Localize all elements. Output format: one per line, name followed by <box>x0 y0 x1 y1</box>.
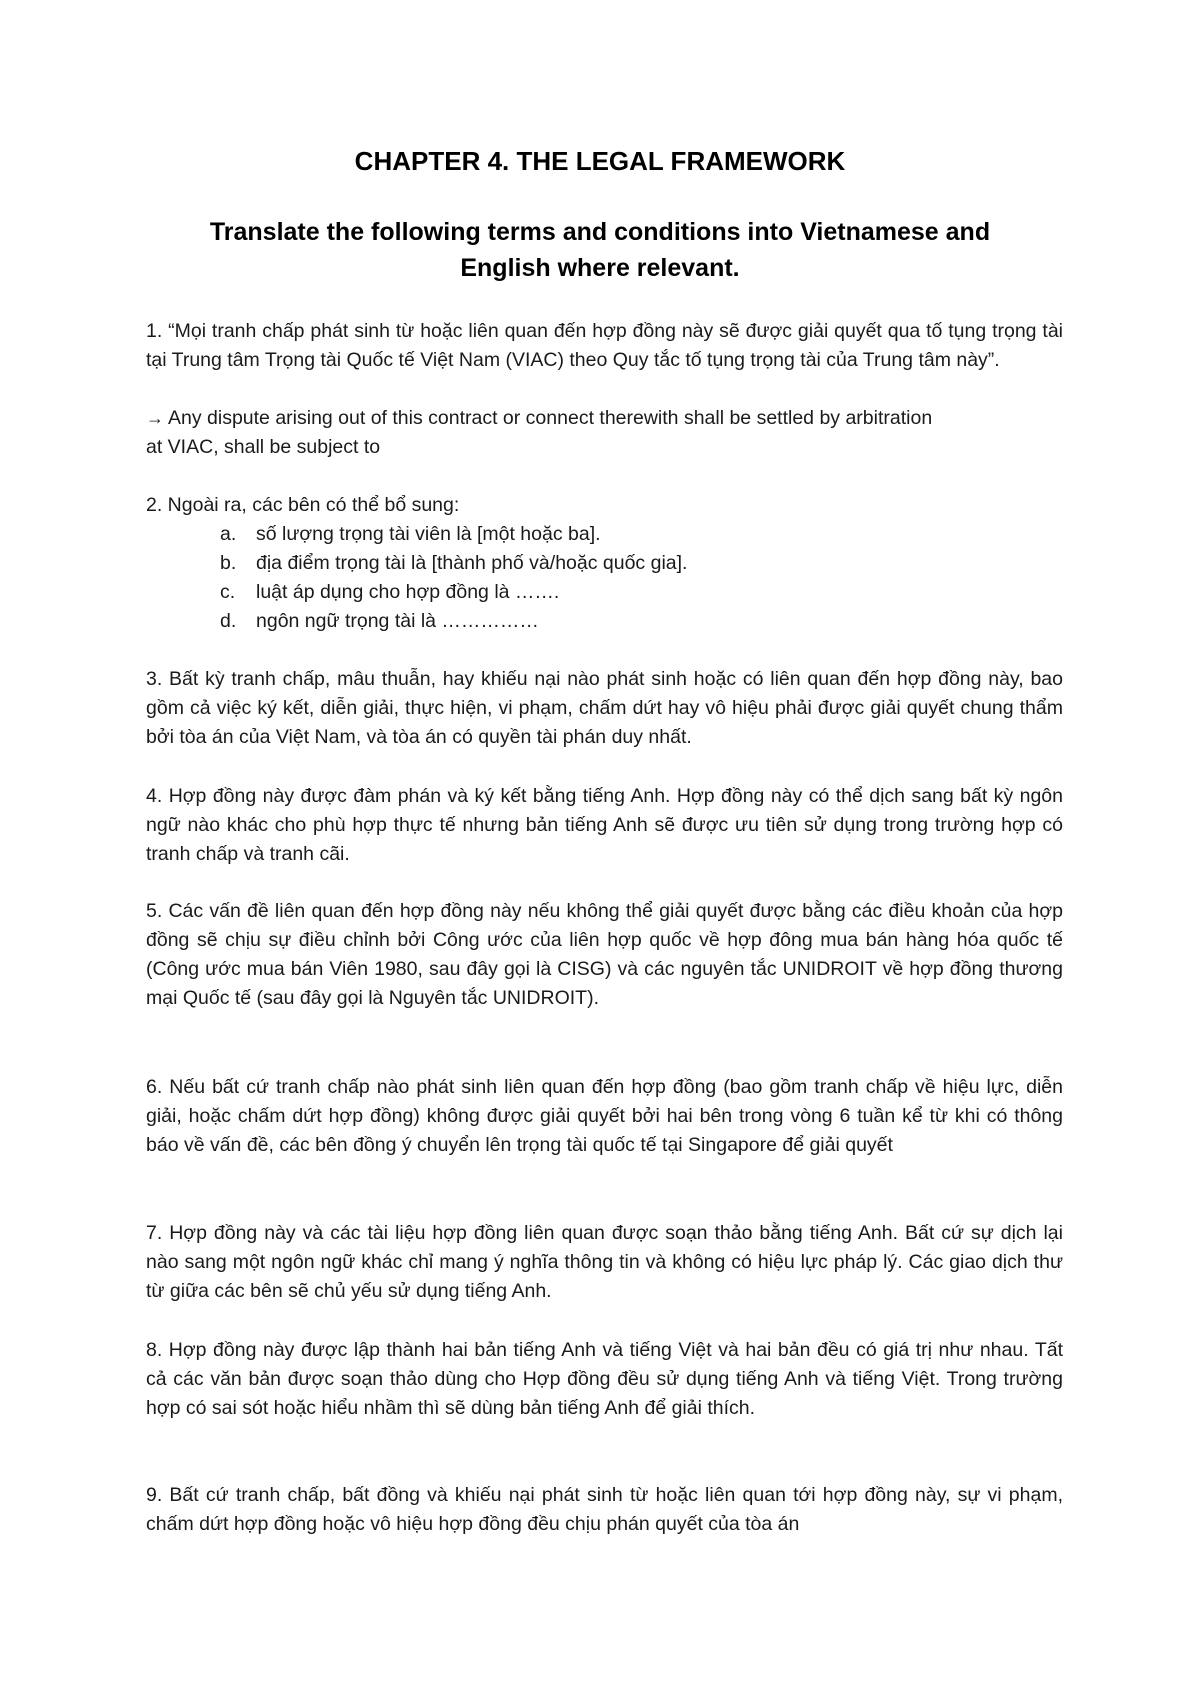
clause-8: 8. Hợp đồng này được lập thành hai bản tiếng Anh và tiếng Việt và hai bản đều có giá trị như nhau. Tất cả các văn bản được soạn thảo dùng cho Hợp đồng đều sử dụng tiếng Anh và tiếng Việt. Trong trường hợp có sai sót hoặc hiểu nhầm thì sẽ dùng bản tiếng Anh để giải thích. <box>146 1339 1063 1419</box>
clause-1-english-line-1: → Any dispute arising out of this contract or connect therewith shall be settled by arbitration <box>146 407 933 429</box>
clause-1-english-line-2: at VIAC, shall be subject to <box>146 436 381 458</box>
clause-9: 9. Bất cứ tranh chấp, bất đồng và khiếu nại phát sinh từ hoặc liên quan tới hợp đồng này, sự vi phạm, chấm dứt hợp đồng hoặc vô hiệu hợp đồng đều chịu phán quyết của tòa án <box>146 1484 1063 1535</box>
clause-2-intro: 2. Ngoài ra, các bên có thể bổ sung: <box>146 494 460 516</box>
right-arrow-icon: → <box>146 408 164 428</box>
instruction-heading-line-2: English where relevant. <box>460 254 740 282</box>
clause-1-english <box>146 404 1063 462</box>
clause-6: 6. Nếu bất cứ tranh chấp nào phát sinh liên quan đến hợp đồng (bao gồm tranh chấp về hiệu lực, diễn giải, hoặc chấm dứt hợp đồng) không được giải quyết bởi hai bên trong vòng 6 tuần kể từ khi có thông báo về vấn đề, các bên đồng ý chuyển lên trọng tài quốc tế tại Singapore để giải quyết <box>146 1076 1063 1156</box>
clause-4: 4. Hợp đồng này được đàm phán và ký kết bằng tiếng Anh. Hợp đồng này có thể dịch sang bất kỳ ngôn ngữ nào khác cho phù hợp thực tế nhưng bản tiếng Anh sẽ được ưu tiên sử dụng trong trường hợp có tranh chấp và tranh cãi. <box>146 785 1063 865</box>
clause-7: 7. Hợp đồng này và các tài liệu hợp đồng liên quan được soạn thảo bằng tiếng Anh. Bất cứ sự dịch lại nào sang một ngôn ngữ khác chỉ mang ý nghĩa thông tin và không có hiệu lực pháp lý. Các giao dịch thư từ giữa các bên sẽ chủ yếu sử dụng tiếng Anh. <box>146 1222 1063 1302</box>
clause-2-option-c: c. luật áp dụng cho hợp đồng là ……. <box>220 581 560 603</box>
clause-2-option-a: a. số lượng trọng tài viên là [một hoặc ba]. <box>220 523 601 545</box>
clause-3: 3. Bất kỳ tranh chấp, mâu thuẫn, hay khiếu nại nào phát sinh hoặc có liên quan đến hợp đồng này, bao gồm cả việc ký kết, diễn giải, thực hiện, vi phạm, chấm dứt hay vô hiệu phải được giải quyết chung thẩm bởi tòa án của Việt Nam, và tòa án có quyền tài phán duy nhất. <box>146 668 1063 748</box>
instruction-heading-line-1: Translate the following terms and conditions into Vietnamese and <box>209 218 991 246</box>
clause-2-option-b: b. địa điểm trọng tài là [thành phố và/hoặc quốc gia]. <box>220 552 688 574</box>
clause-2-option-d: d. ngôn ngữ trọng tài là …………… <box>220 610 539 632</box>
clause-1-vietnamese: 1. “Mọi tranh chấp phát sinh từ hoặc liên quan đến hợp đồng này sẽ được giải quyết qua tố tụng trọng tài tại Trung tâm Trọng tài Quốc tế Việt Nam (VIAC) theo Quy tắc tố tụng trọng tài của Trung tâm này”. <box>146 320 1063 371</box>
clause-5: 5. Các vấn đề liên quan đến hợp đồng này nếu không thể giải quyết được bằng các điều khoản của hợp đồng sẽ chịu sự điều chỉnh bởi Công ước của liên hợp quốc về hợp đông mua bán hàng hóa quốc tế (Công ước mua bán Viên 1980, sau đây gọi là CISG) và các nguyên tắc UNIDROIT về hợp đồng thương mại Quốc tế (sau đây gọi là Nguyên tắc UNIDROIT). <box>146 900 1063 1009</box>
chapter-title: CHAPTER 4. THE LEGAL FRAMEWORK <box>354 146 846 176</box>
instruction-heading <box>0 214 1200 286</box>
